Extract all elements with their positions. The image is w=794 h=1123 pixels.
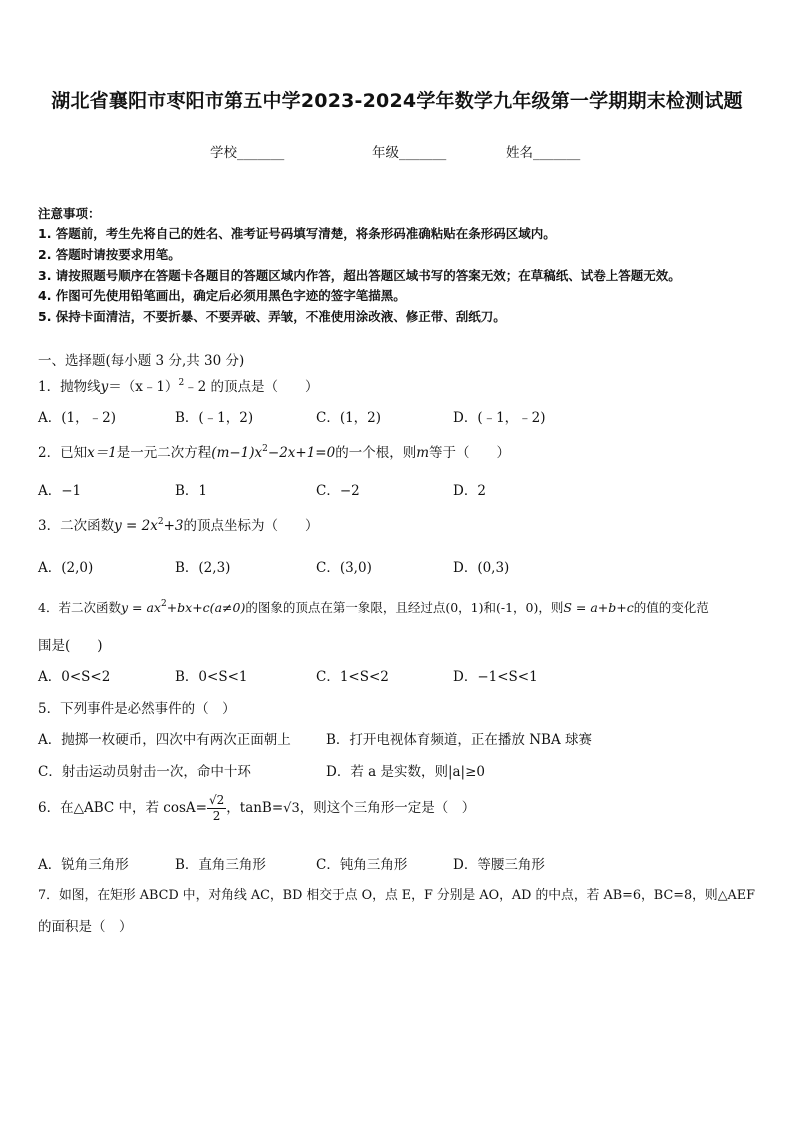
q4-option-c: C．1<S<2 <box>316 669 389 685</box>
question-4 <box>38 598 709 616</box>
q4-prefix: 4．若二次函数 <box>38 600 121 615</box>
q6-mid: ，tanB= <box>226 800 284 816</box>
section-heading: 一、选择题(每小题 3 分,共 30 分) <box>38 353 245 369</box>
question-5: 5．下列事件是必然事件的（ ） <box>38 701 236 717</box>
q6-fraction <box>207 793 226 824</box>
school-field: 学校_______ <box>210 145 285 161</box>
question-1 <box>38 375 319 395</box>
notice-heading: 注意事项： <box>38 206 101 221</box>
question-6 <box>38 793 475 824</box>
question-2 <box>38 441 510 461</box>
q2-equation-a: (m−1)x <box>211 445 263 461</box>
q6-end: ，则这个三角形一定是（ ） <box>299 800 476 816</box>
q6-option-b: B．直角三角形 <box>175 857 266 873</box>
name-field: 姓名_______ <box>506 145 581 161</box>
q3-option-c: C．(3,0) <box>316 560 372 576</box>
page-title: 湖北省襄阳市枣阳市第五中学2023-2024学年数学九年级第一学期期末检测试题 <box>51 90 743 112</box>
q2-option-c: C．−2 <box>316 483 360 499</box>
grade-field: 年级_______ <box>372 145 447 161</box>
q6-fraction-numerator: √2 <box>208 793 225 807</box>
notice-item-1: 1. 答题前，考生先将自己的姓名、准考证号码填写清楚，将条形码准确粘贴在条形码区域内。 <box>38 226 556 241</box>
question-7-line-1: 7．如图，在矩形 ABCD 中，对角线 AC，BD 相交于点 O，点 E，F 分别是 AO，AD 的中点，若 AB=6，BC=8，则△AEF <box>38 888 756 903</box>
q1-expr-tail: ﹣2 的顶点是（ ） <box>184 379 319 395</box>
q2-option-d: D．2 <box>453 483 486 499</box>
q2-mid: 是一元二次方程 <box>116 445 212 461</box>
q1-exponent: 2 <box>178 378 185 388</box>
q1-prefix: 1．抛物线 <box>38 379 101 395</box>
notice-item-3: 3. 请按照题号顺序在答题卡各题目的答题区域内作答，超出答题区域书写的答案无效；在草稿纸、试卷上答题无效。 <box>38 268 681 283</box>
q6-option-c: C．钝角三角形 <box>316 857 408 873</box>
notice-item-4: 4. 作图可先使用铅笔画出，确定后必须用黑色字迹的签字笔描黑。 <box>38 288 406 303</box>
q4-option-b: B．0<S<1 <box>175 669 248 685</box>
q2-condition: x＝1 <box>87 445 117 461</box>
q1-option-a: A．(1，﹣2) <box>38 410 116 426</box>
q6-sqrt3: √3 <box>283 801 300 816</box>
q1-expr-mid: ＝（x﹣1） <box>108 379 179 395</box>
q5-option-b: B．打开电视体育频道，正在播放 NBA 球赛 <box>326 732 592 748</box>
q4-function-a: y = ax <box>120 600 161 615</box>
q4-end: 的值的变化范 <box>633 600 709 615</box>
q4-mid: 的图象的顶点在第一象限，且经过点(0，1)和(-1，0)，则 <box>245 600 564 615</box>
q4-option-a: A．0<S<2 <box>38 669 111 685</box>
q2-end: 等于（ ） <box>429 445 511 461</box>
q2-post: 的一个根，则 <box>335 445 417 461</box>
notice-item-2: 2. 答题时请按要求用笔。 <box>38 247 181 262</box>
q3-function-a: y = 2x <box>114 518 158 534</box>
q4-function-b: +bx+c(a≠0) <box>166 600 246 615</box>
q1-var-y: y <box>100 379 109 395</box>
question-7-line-2: 的面积是（ ） <box>38 919 133 935</box>
q2-option-a: A．−1 <box>38 483 82 499</box>
q6-option-a: A．锐角三角形 <box>38 857 129 873</box>
question-3 <box>38 514 318 534</box>
q3-exponent: 2 <box>157 517 164 527</box>
q5-option-c: C．射击运动员射击一次，命中十环 <box>38 764 251 780</box>
q6-option-d: D．等腰三角形 <box>453 857 545 873</box>
q1-option-d: D．(﹣1，﹣2) <box>453 410 546 426</box>
q3-prefix: 3．二次函数 <box>38 518 115 534</box>
q1-option-b: B．(﹣1，2) <box>175 410 254 426</box>
q2-prefix: 2．已知 <box>38 445 88 461</box>
q5-option-a: A．抛掷一枚硬币，四次中有两次正面朝上 <box>38 732 291 748</box>
q3-option-b: B．(2,3) <box>175 560 231 576</box>
q2-exponent: 2 <box>262 444 268 454</box>
q6-prefix: 6．在△ABC 中，若 cosA= <box>38 800 207 816</box>
q3-function-b: +3 <box>163 518 184 534</box>
q6-fraction-denominator: 2 <box>212 809 221 823</box>
q3-post: 的顶点坐标为（ ） <box>183 518 319 534</box>
q2-option-b: B．1 <box>175 483 208 499</box>
notice-item-5: 5. 保持卡面清洁，不要折暴、不要弄破、弄皱，不准使用涂改液、修正带、刮纸刀。 <box>38 309 506 324</box>
q1-option-c: C．(1，2) <box>316 410 382 426</box>
q2-var-m: m <box>416 445 430 461</box>
q3-option-a: A．(2,0) <box>38 560 94 576</box>
q4-option-d: D．−1<S<1 <box>453 669 538 685</box>
q4-exponent: 2 <box>160 599 167 609</box>
q4-line-2: 围是( ) <box>38 638 103 654</box>
q2-equation-b: −2x+1=0 <box>267 445 336 461</box>
q5-option-d: D．若 a 是实数，则|a|≥0 <box>326 764 486 780</box>
q4-sum-s: S = a+b+c <box>563 600 634 615</box>
q3-option-d: D．(0,3) <box>453 560 510 576</box>
